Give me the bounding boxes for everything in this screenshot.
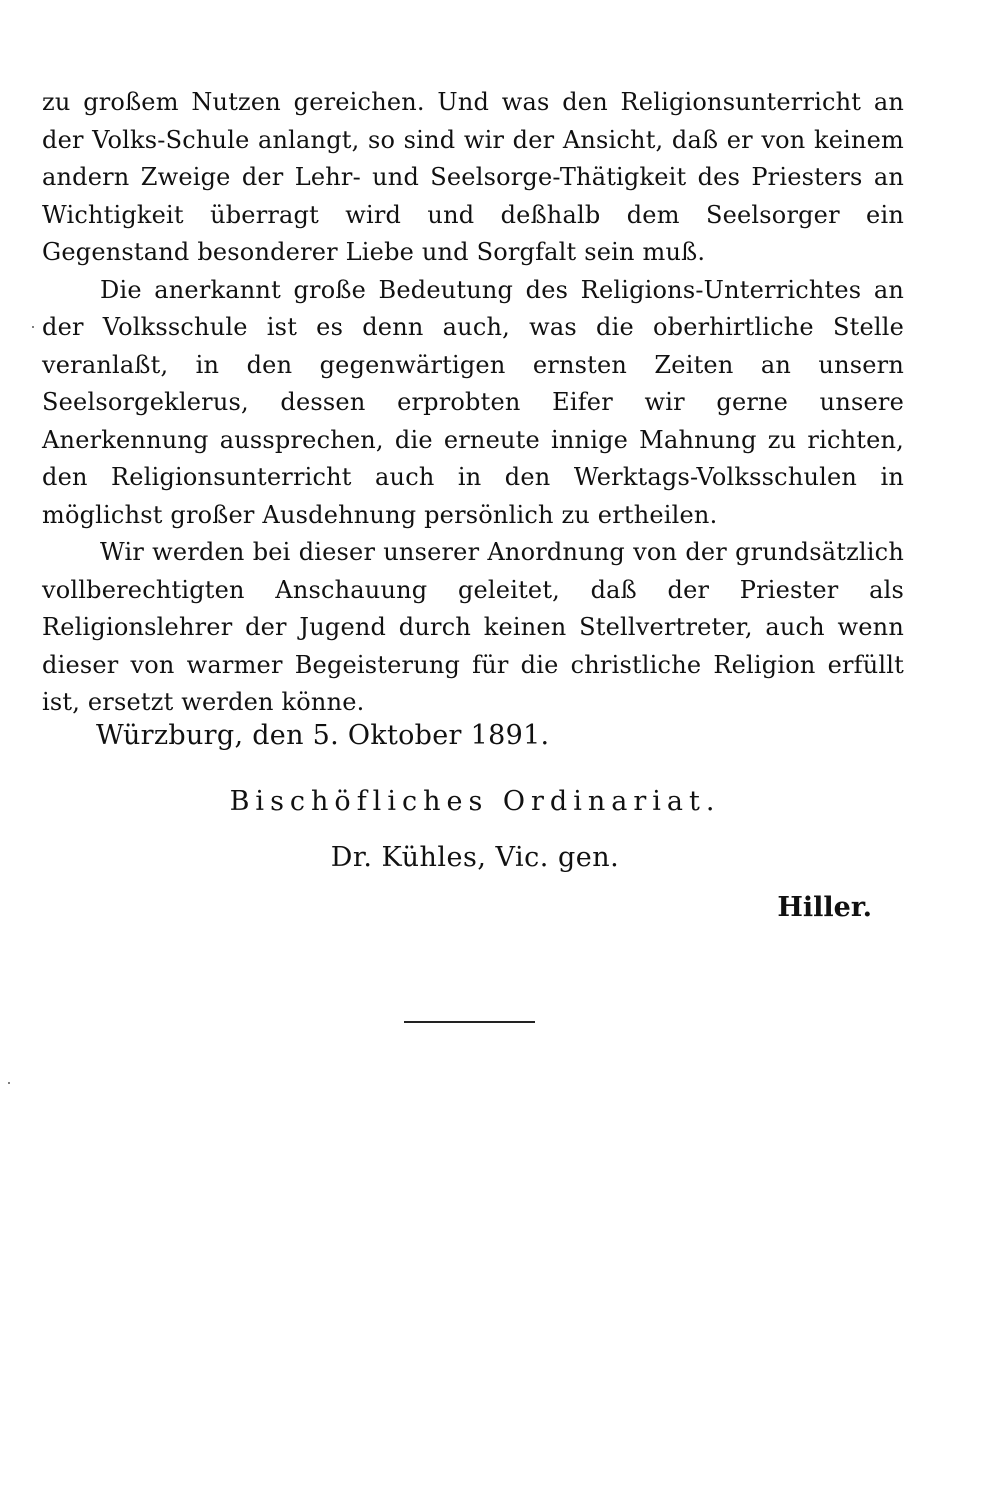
scan-speck	[32, 326, 34, 328]
issuing-authority: Bischöfliches Ordinariat.	[229, 786, 721, 817]
closing-rule	[404, 1021, 535, 1023]
dateline: Würzburg, den 5. Oktober 1891.	[96, 720, 550, 751]
signature: Hiller.	[777, 892, 872, 923]
paragraph-principle: Wir werden bei dieser unserer Anordnung von der grundsätzlich vollberechtigten Anschauung geleitet, daß der Priester als Religionslehrer der Jugend durch keinen Stellvertreter, auch wenn dieser von warmer Begeisterung für die christliche Religion erfüllt ist, ersetzt werden könne.	[42, 538, 904, 716]
vicar-general: Dr. Kühles, Vic. gen.	[330, 842, 620, 873]
paragraph-significance: Die anerkannt große Bedeutung des Religions-Unterrichtes an der Volksschule ist es denn auch, was die oberhirtliche Stelle veranlaßt, in den gegenwärtigen ernsten Zeiten an unsern Seelsorgeklerus, dessen erprobten Eifer wir gerne unsere Anerkennung aussprechen, die erneute innige Mahnung zu richten, den Religionsunterricht auch in den Werktags-Volksschulen in möglichst großer Ausdehnung persönlich zu ertheilen.	[42, 275, 904, 529]
paragraph-continuation: zu großem Nutzen gereichen. Und was den Religionsunterricht an der Volks-Schule anlangt, so sind wir der Ansicht, daß er von keinem andern Zweige der Lehr- und Seelsorge-Thätigkeit des Priesters an Wichtigkeit überragt wird und deßhalb dem Seelsorger ein Gegenstand besonderer Liebe und Sorgfalt sein muß.	[42, 88, 904, 266]
body-text	[42, 84, 904, 722]
scan-speck	[8, 1082, 10, 1084]
